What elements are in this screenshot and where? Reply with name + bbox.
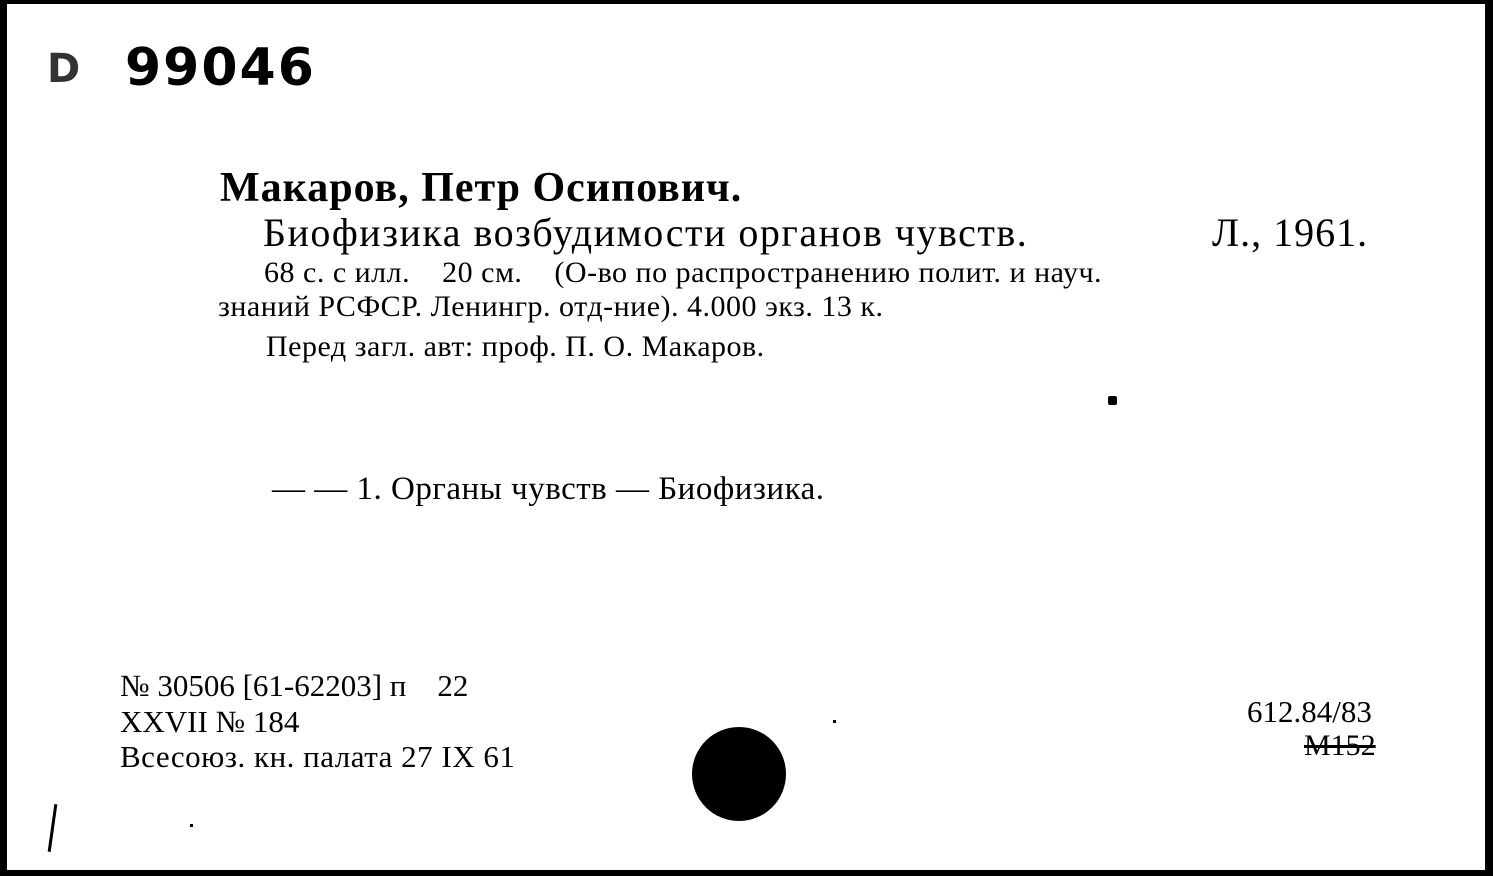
catalog-card — [7, 4, 1485, 870]
ink-dot — [1108, 396, 1117, 405]
subject-heading: — — 1. Органы чувств — Биофизика. — [272, 471, 825, 507]
book-title: Биофизика возбудимости органов чувств. — [263, 210, 1029, 255]
registration-chamber-line: Всесоюз. кн. палата 27 IX 61 — [120, 739, 516, 774]
author-heading: Макаров, Петр Осипович. — [220, 165, 743, 211]
physical-description-line-1: 68 с. с илл. 20 см. (О-во по распространению полит. и науч. — [264, 256, 1103, 289]
card-punch-hole — [692, 727, 786, 821]
physical-description-line-2: знаний РСФСР. Ленингр. отд-ние). 4.000 экз. 13 к. — [218, 290, 884, 323]
handwritten-number: 99046 — [125, 38, 316, 98]
registration-volume-line: XXVII № 184 — [120, 704, 300, 739]
ink-speck — [833, 720, 836, 723]
classification-number: 612.84/83 — [1247, 694, 1372, 729]
stamp-mark: D — [47, 46, 81, 92]
publication-place-year: Л., 1961. — [1212, 210, 1369, 255]
pencil-stroke — [48, 804, 58, 852]
cutter-mark: М152 — [1304, 729, 1376, 762]
registration-number-line: № 30506 [61-62203] п 22 — [120, 668, 469, 703]
ink-speck — [190, 824, 193, 827]
author-note: Перед загл. авт: проф. П. О. Макаров. — [266, 330, 765, 363]
